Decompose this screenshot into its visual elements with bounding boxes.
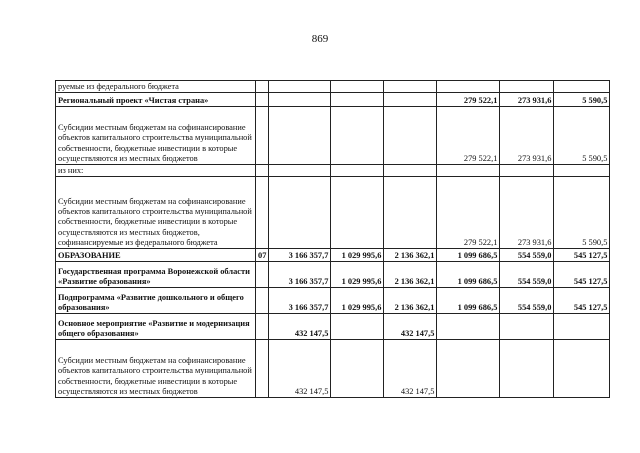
table-row <box>56 288 610 314</box>
row-total <box>269 177 331 249</box>
row-federal-2: 554 559,0 <box>500 288 554 314</box>
row-code <box>256 81 269 93</box>
row-regional-2: 545 127,5 <box>554 249 610 262</box>
row-total: 3 166 357,7 <box>269 262 331 288</box>
row-regional: 432 147,5 <box>384 314 437 340</box>
row-regional <box>384 177 437 249</box>
row-total-2: 1 099 686,5 <box>437 288 500 314</box>
row-total-2 <box>437 81 500 93</box>
row-regional-2 <box>554 340 610 398</box>
row-regional <box>384 93 437 107</box>
row-federal-2: 273 931,6 <box>500 107 554 165</box>
row-name: Основное мероприятие «Развитие и модернизация общего образования» <box>56 314 256 340</box>
row-name: Государственная программа Воронежской области «Развитие образования» <box>56 262 256 288</box>
row-total-2 <box>437 340 500 398</box>
table-row <box>56 165 610 177</box>
row-federal: 1 029 995,6 <box>331 262 384 288</box>
row-federal-2: 273 931,6 <box>500 177 554 249</box>
row-name: ОБРАЗОВАНИЕ <box>56 249 256 262</box>
row-federal <box>331 81 384 93</box>
row-regional-2 <box>554 165 610 177</box>
row-total-2: 1 099 686,5 <box>437 249 500 262</box>
row-name: Субсидии местным бюджетам на софинансирование объектов капитального строительства муниципальной собственности, бюджетные инвестиции в которые осуществляются из местных бюджетов <box>56 107 256 165</box>
row-code: 07 <box>256 249 269 262</box>
row-regional: 432 147,5 <box>384 340 437 398</box>
row-name: из них: <box>56 165 256 177</box>
row-name: руемые из федерального бюджета <box>56 81 256 93</box>
row-federal-2 <box>500 340 554 398</box>
row-code <box>256 107 269 165</box>
row-total <box>269 81 331 93</box>
table-row <box>56 314 610 340</box>
table-row <box>56 249 610 262</box>
row-regional: 2 136 362,1 <box>384 262 437 288</box>
row-federal <box>331 314 384 340</box>
row-total-2 <box>437 165 500 177</box>
row-regional-2: 5 590,5 <box>554 177 610 249</box>
row-federal <box>331 340 384 398</box>
row-code <box>256 93 269 107</box>
row-regional <box>384 81 437 93</box>
row-code <box>256 288 269 314</box>
row-federal <box>331 107 384 165</box>
row-total <box>269 93 331 107</box>
row-total: 432 147,5 <box>269 340 331 398</box>
table-row <box>56 262 610 288</box>
table-row <box>56 177 610 249</box>
row-name: Подпрограмма «Развитие дошкольного и общего образования» <box>56 288 256 314</box>
row-federal-2 <box>500 81 554 93</box>
row-federal-2 <box>500 165 554 177</box>
row-federal-2: 273 931,6 <box>500 93 554 107</box>
row-code <box>256 177 269 249</box>
row-code <box>256 314 269 340</box>
row-total-2: 279 522,1 <box>437 93 500 107</box>
row-total-2 <box>437 314 500 340</box>
row-federal: 1 029 995,6 <box>331 288 384 314</box>
row-regional: 2 136 362,1 <box>384 288 437 314</box>
row-total: 3 166 357,7 <box>269 249 331 262</box>
row-regional-2 <box>554 314 610 340</box>
table-row <box>56 81 610 93</box>
row-regional-2: 545 127,5 <box>554 288 610 314</box>
budget-table <box>55 80 610 398</box>
row-total-2: 279 522,1 <box>437 177 500 249</box>
row-regional <box>384 165 437 177</box>
row-regional: 2 136 362,1 <box>384 249 437 262</box>
row-code <box>256 340 269 398</box>
row-regional-2 <box>554 81 610 93</box>
row-total-2: 1 099 686,5 <box>437 262 500 288</box>
row-federal <box>331 165 384 177</box>
row-total: 3 166 357,7 <box>269 288 331 314</box>
row-total <box>269 165 331 177</box>
page-number: 869 <box>311 33 329 45</box>
row-regional <box>384 107 437 165</box>
row-federal <box>331 93 384 107</box>
row-federal <box>331 177 384 249</box>
row-total-2: 279 522,1 <box>437 107 500 165</box>
table-row <box>56 340 610 398</box>
row-federal-2: 554 559,0 <box>500 249 554 262</box>
row-regional-2: 5 590,5 <box>554 107 610 165</box>
row-federal-2: 554 559,0 <box>500 262 554 288</box>
row-code <box>256 165 269 177</box>
row-code <box>256 262 269 288</box>
row-federal-2 <box>500 314 554 340</box>
table-row <box>56 93 610 107</box>
row-total: 432 147,5 <box>269 314 331 340</box>
row-name: Субсидии местным бюджетам на софинансирование объектов капитального строительства муниципальной собственности, бюджетные инвестиции в которые осуществляются из местных бюджетов <box>56 340 256 398</box>
row-regional-2: 5 590,5 <box>554 93 610 107</box>
row-name: Субсидии местным бюджетам на софинансирование объектов капитального строительства муниципальной собственности, бюджетные инвестиции в которые осуществляются из местных бюджетов, софинансируемые из федерального бюджета <box>56 177 256 249</box>
row-regional-2: 545 127,5 <box>554 262 610 288</box>
row-federal: 1 029 995,6 <box>331 249 384 262</box>
row-name: Региональный проект «Чистая страна» <box>56 93 256 107</box>
table-row <box>56 107 610 165</box>
row-total <box>269 107 331 165</box>
